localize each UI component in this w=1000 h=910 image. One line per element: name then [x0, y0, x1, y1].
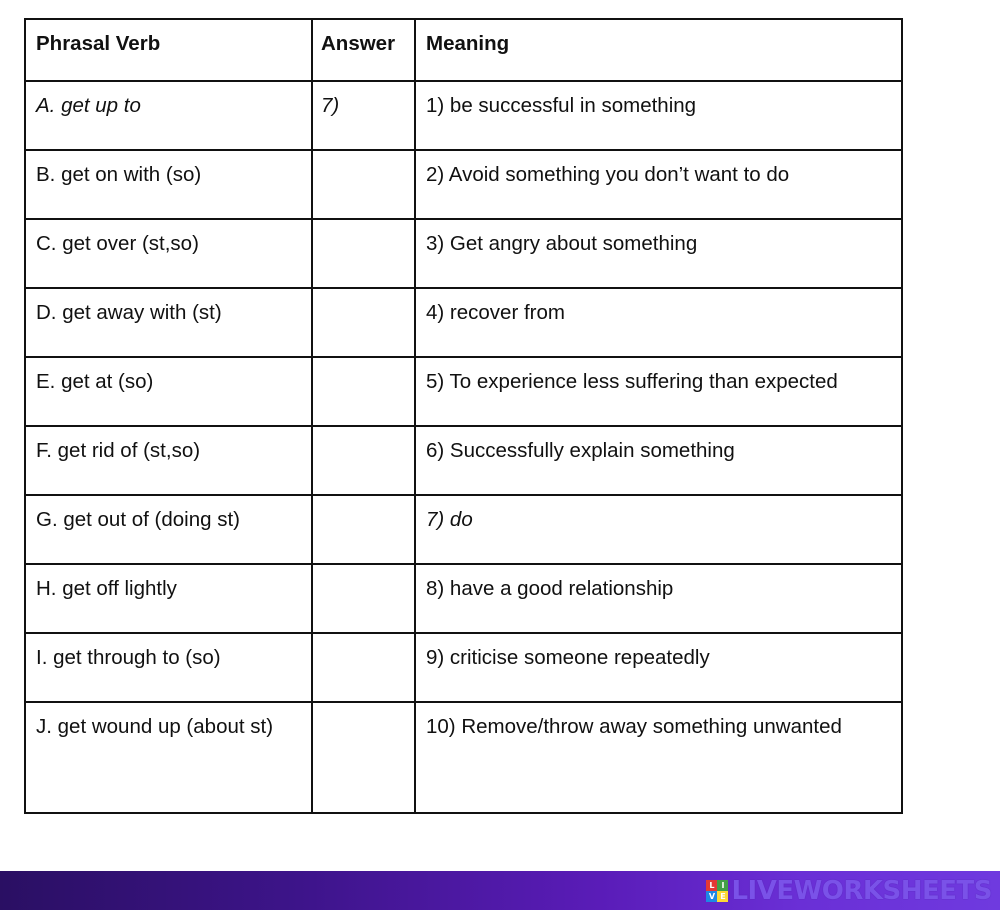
table-row: [25, 219, 902, 288]
table-row: [25, 633, 902, 702]
table-row: [25, 357, 902, 426]
answer-cell[interactable]: [312, 495, 415, 564]
verb-cell: E. get at (so): [25, 357, 312, 426]
answer-cell[interactable]: [312, 633, 415, 702]
meaning-cell: 3) Get angry about something: [415, 219, 902, 288]
table-row: [25, 150, 902, 219]
meaning-cell: 6) Successfully explain something: [415, 426, 902, 495]
verb-cell: J. get wound up (about st): [25, 702, 312, 813]
meaning-cell: 9) criticise someone repeatedly: [415, 633, 902, 702]
header-meaning: Meaning: [415, 19, 902, 81]
liveworksheets-logo-icon: [706, 880, 728, 902]
logo-letter: L: [706, 880, 717, 891]
answer-cell[interactable]: 7): [312, 81, 415, 150]
meaning-cell: 10) Remove/throw away something unwanted: [415, 702, 902, 813]
logo-letter: I: [717, 880, 728, 891]
table-row: [25, 426, 902, 495]
answer-cell[interactable]: [312, 564, 415, 633]
footer-bar: [0, 871, 1000, 910]
phrasal-verbs-table: [24, 18, 903, 814]
header-answer: Answer: [312, 19, 415, 81]
answer-cell[interactable]: [312, 150, 415, 219]
verb-cell: G. get out of (doing st): [25, 495, 312, 564]
meaning-cell: 2) Avoid something you don’t want to do: [415, 150, 902, 219]
meaning-cell: 5) To experience less suffering than expected: [415, 357, 902, 426]
table-row: [25, 495, 902, 564]
verb-cell: F. get rid of (st,so): [25, 426, 312, 495]
verb-cell: I. get through to (so): [25, 633, 312, 702]
meaning-cell: 8) have a good relationship: [415, 564, 902, 633]
verb-cell: C. get over (st,so): [25, 219, 312, 288]
verb-cell: A. get up to: [25, 81, 312, 150]
meaning-cell: 4) recover from: [415, 288, 902, 357]
verb-cell: D. get away with (st): [25, 288, 312, 357]
answer-cell[interactable]: [312, 357, 415, 426]
answer-cell[interactable]: [312, 702, 415, 813]
table-row: [25, 702, 902, 813]
verb-cell: H. get off lightly: [25, 564, 312, 633]
logo-letter: V: [706, 891, 717, 902]
table-row: [25, 81, 902, 150]
logo-text: LIVEWORKSHEETS: [731, 875, 992, 906]
answer-cell[interactable]: [312, 219, 415, 288]
verb-cell: B. get on with (so): [25, 150, 312, 219]
meaning-cell: 1) be successful in something: [415, 81, 902, 150]
answer-cell[interactable]: [312, 288, 415, 357]
table-row: [25, 288, 902, 357]
logo-letter: E: [717, 891, 728, 902]
meaning-cell: 7) do: [415, 495, 902, 564]
answer-cell[interactable]: [312, 426, 415, 495]
liveworksheets-logo[interactable]: [706, 875, 992, 906]
table-header-row: [25, 19, 902, 81]
header-phrasal-verb: Phrasal Verb: [25, 19, 312, 81]
table-row: [25, 564, 902, 633]
